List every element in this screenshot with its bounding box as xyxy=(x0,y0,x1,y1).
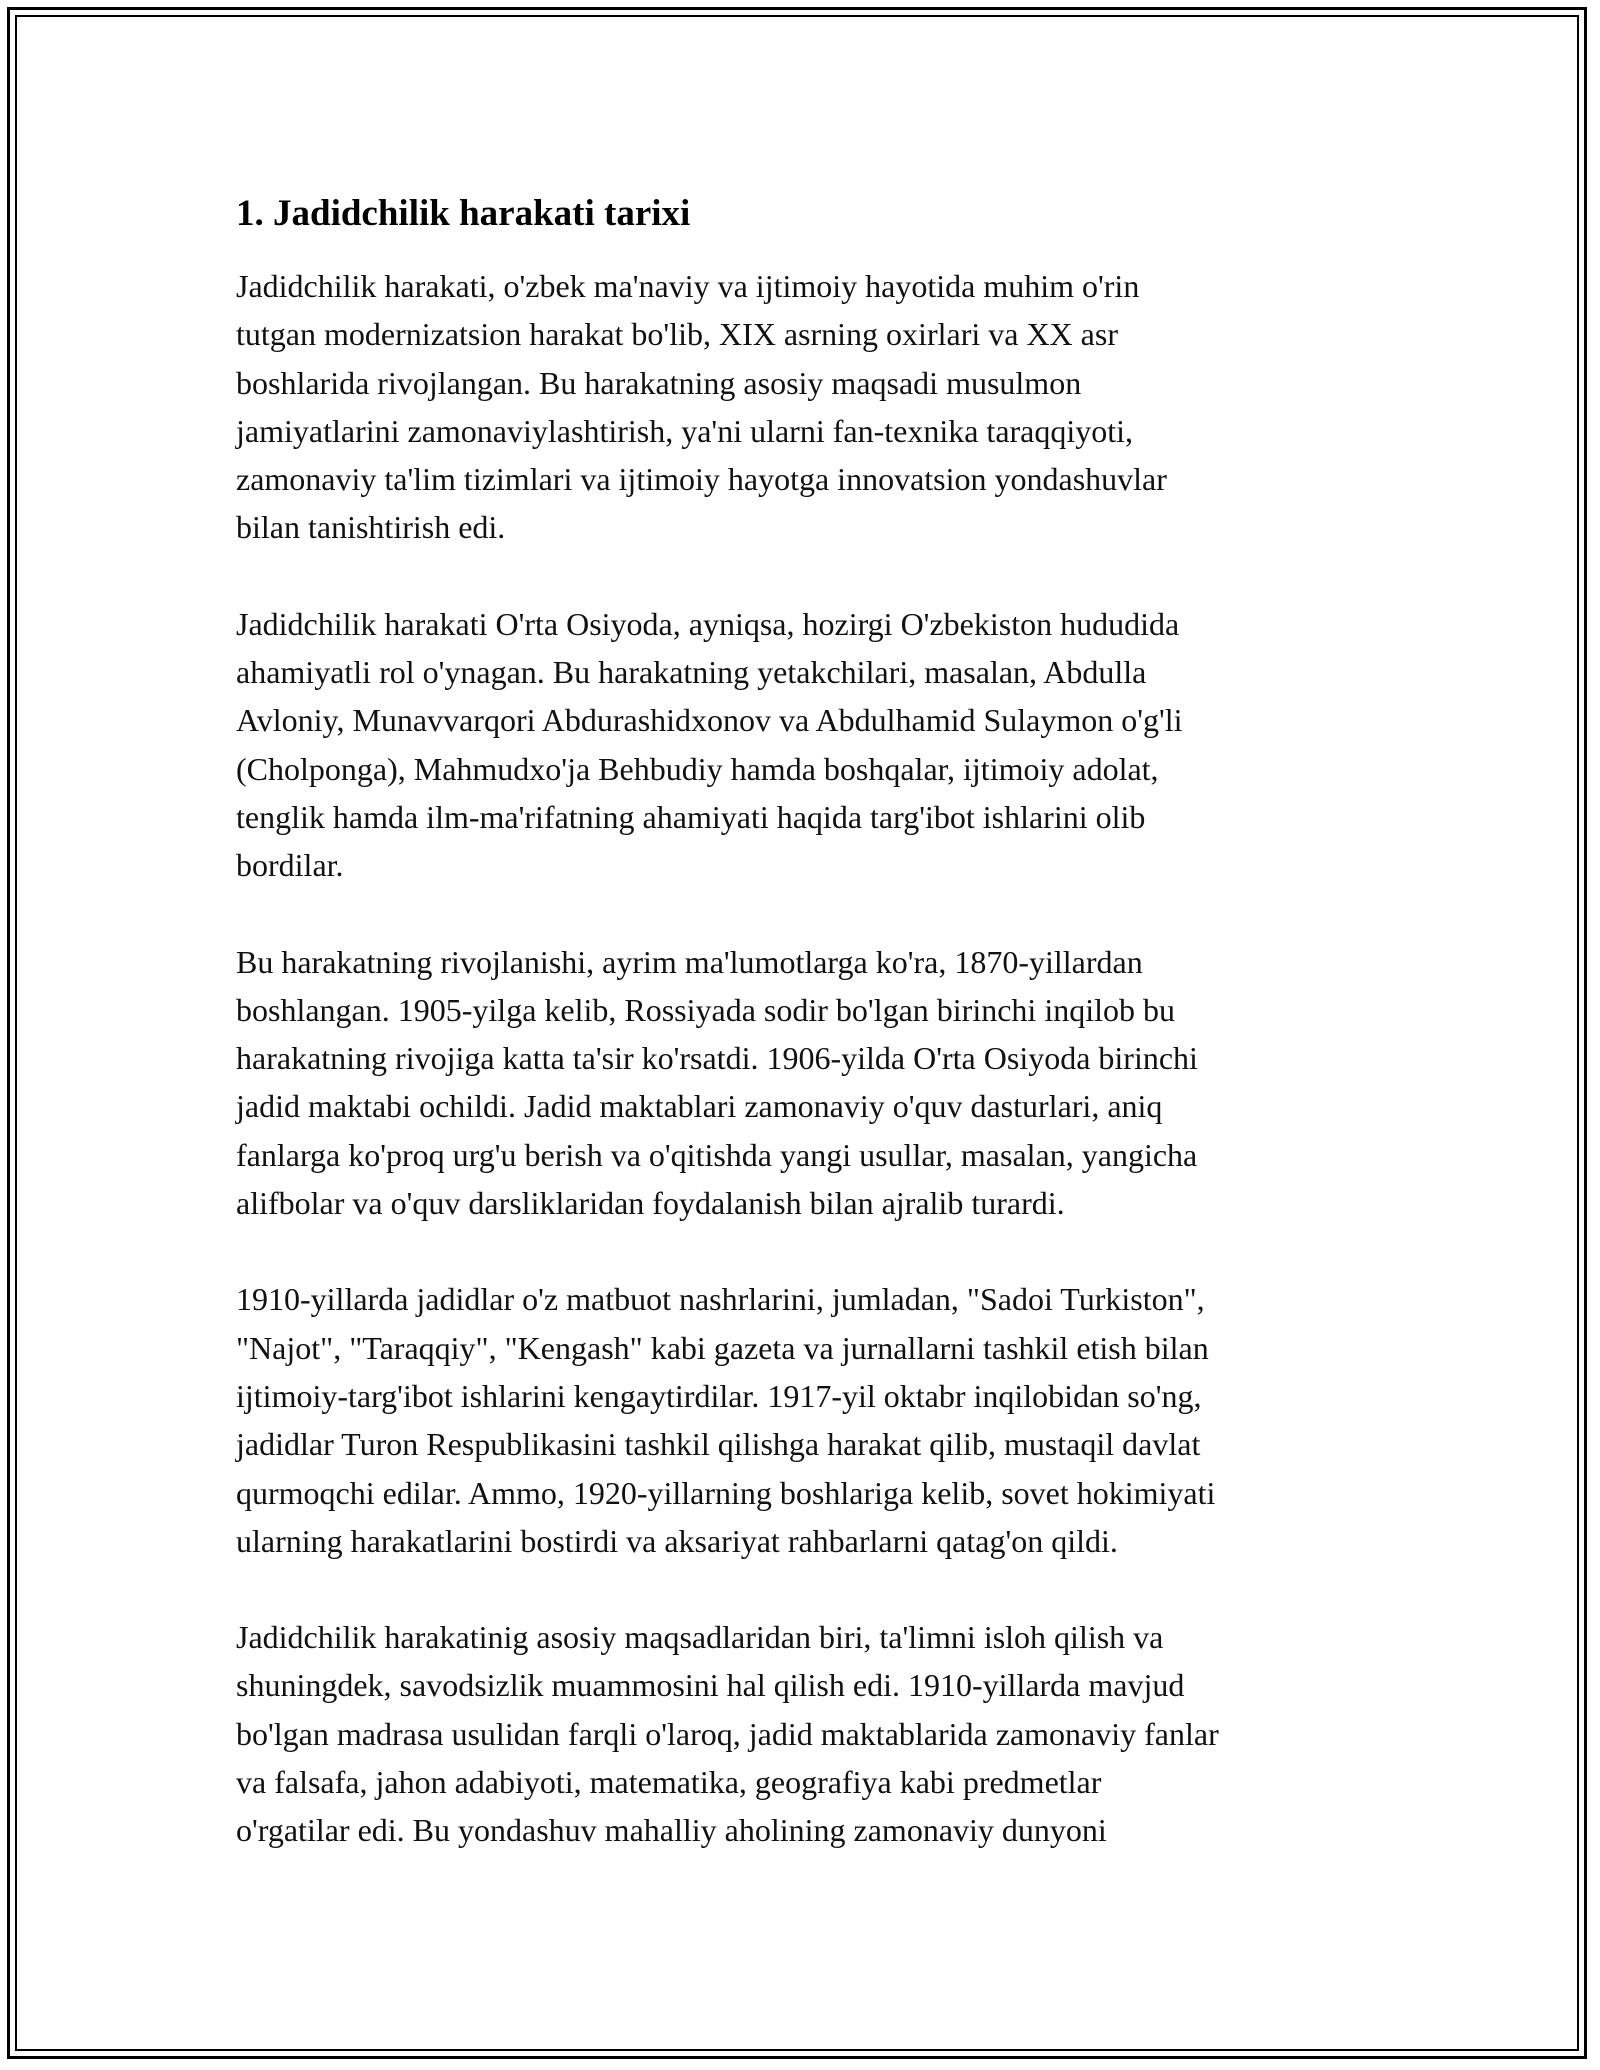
paragraph-1: Jadidchilik harakati, o'zbek ma'naviy va ijtimoiy hayotida muhim o'rin tutgan modernizatsion harakat bo'lib, XIX asrning oxirlari va XX asr boshlarida rivojlangan. Bu harakatning asosiy maqsadi musulmon jamiyatlarini zamonaviylashtirish, ya'ni ularni fan-texnika taraqqiyoti, zamonaviy ta'lim tizimlari va ijtimoiy hayotga innovatsion yondashuvlar bilan tanishtirish edi. xyxy=(236,268,1167,546)
section-heading: 1. Jadidchilik harakati tarixi xyxy=(236,193,691,234)
paragraph-2: Jadidchilik harakati O'rta Osiyoda, ayniqsa, hozirgi O'zbekiston hududida ahamiyatli rol o'ynagan. Bu harakatning yetakchilari, masalan, Abdulla Avloniy, Munavvarqori Abdurashidxonov va Abdulhamid Sulaymon o'g'li (Cholponga), Mahmudxo'ja Behbudiy hamda boshqalar, ijtimoiy adolat, tenglik hamda ilm-ma'rifatning ahamiyati haqida targ'ibot ishlarini olib bordilar. xyxy=(236,605,1183,884)
paragraph-3: Bu harakatning rivojlanishi, ayrim ma'lumotlarga ko'ra, 1870-yillardan boshlangan. 1905-yilga kelib, Rossiyada sodir bo'lgan birinchi inqilob bu harakatning rivojiga katta ta'sir ko'rsatdi. 1906-yilda O'rta Osiyoda birinchi jadid maktabi ochildi. Jadid maktablari zamonaviy o'quv dasturlari, aniq fanlarga ko'proq urg'u berish va o'qitishda yangi usullar, masalan, yangicha alifbolar va o'quv darsliklaridan foydalanish bilan ajralib turardi. xyxy=(236,943,1198,1222)
paragraph-5: Jadidchilik harakatinig asosiy maqsadlaridan biri, ta'limni isloh qilish va shuningdek, savodsizlik muammosini hal qilish edi. 1910-yillarda mavjud bo'lgan madrasa usulidan farqli o'laroq, jadid maktablarida zamonaviy fanlar va falsafa, jahon adabiyoti, matematika, geografiya kabi predmetlar o'rgatilar edi. Bu yondashuv mahalliy aholining zamonaviy dunyoni xyxy=(236,1619,1219,1849)
document-body xyxy=(236,190,1366,1903)
paragraph-4: 1910-yillarda jadidlar o'z matbuot nashrlarini, jumladan, "Sadoi Turkiston", "Najot", "Taraqqiy", "Kengash" kabi gazeta va jurnallarni tashkil etish bilan ijtimoiy-targ'ibot ishlarini kengaytirdilar. 1917-yil oktabr inqilobidan so'ng, jadidlar Turon Respublikasini tashkil qilishga harakat qilib, mustaqil davlat qurmoqchi edilar. Ammo, 1920-yillarning boshlariga kelib, sovet hokimiyati ularning harakatlarini bostirdi va aksariyat rahbarlarni qatag'on qildi. xyxy=(236,1281,1216,1559)
